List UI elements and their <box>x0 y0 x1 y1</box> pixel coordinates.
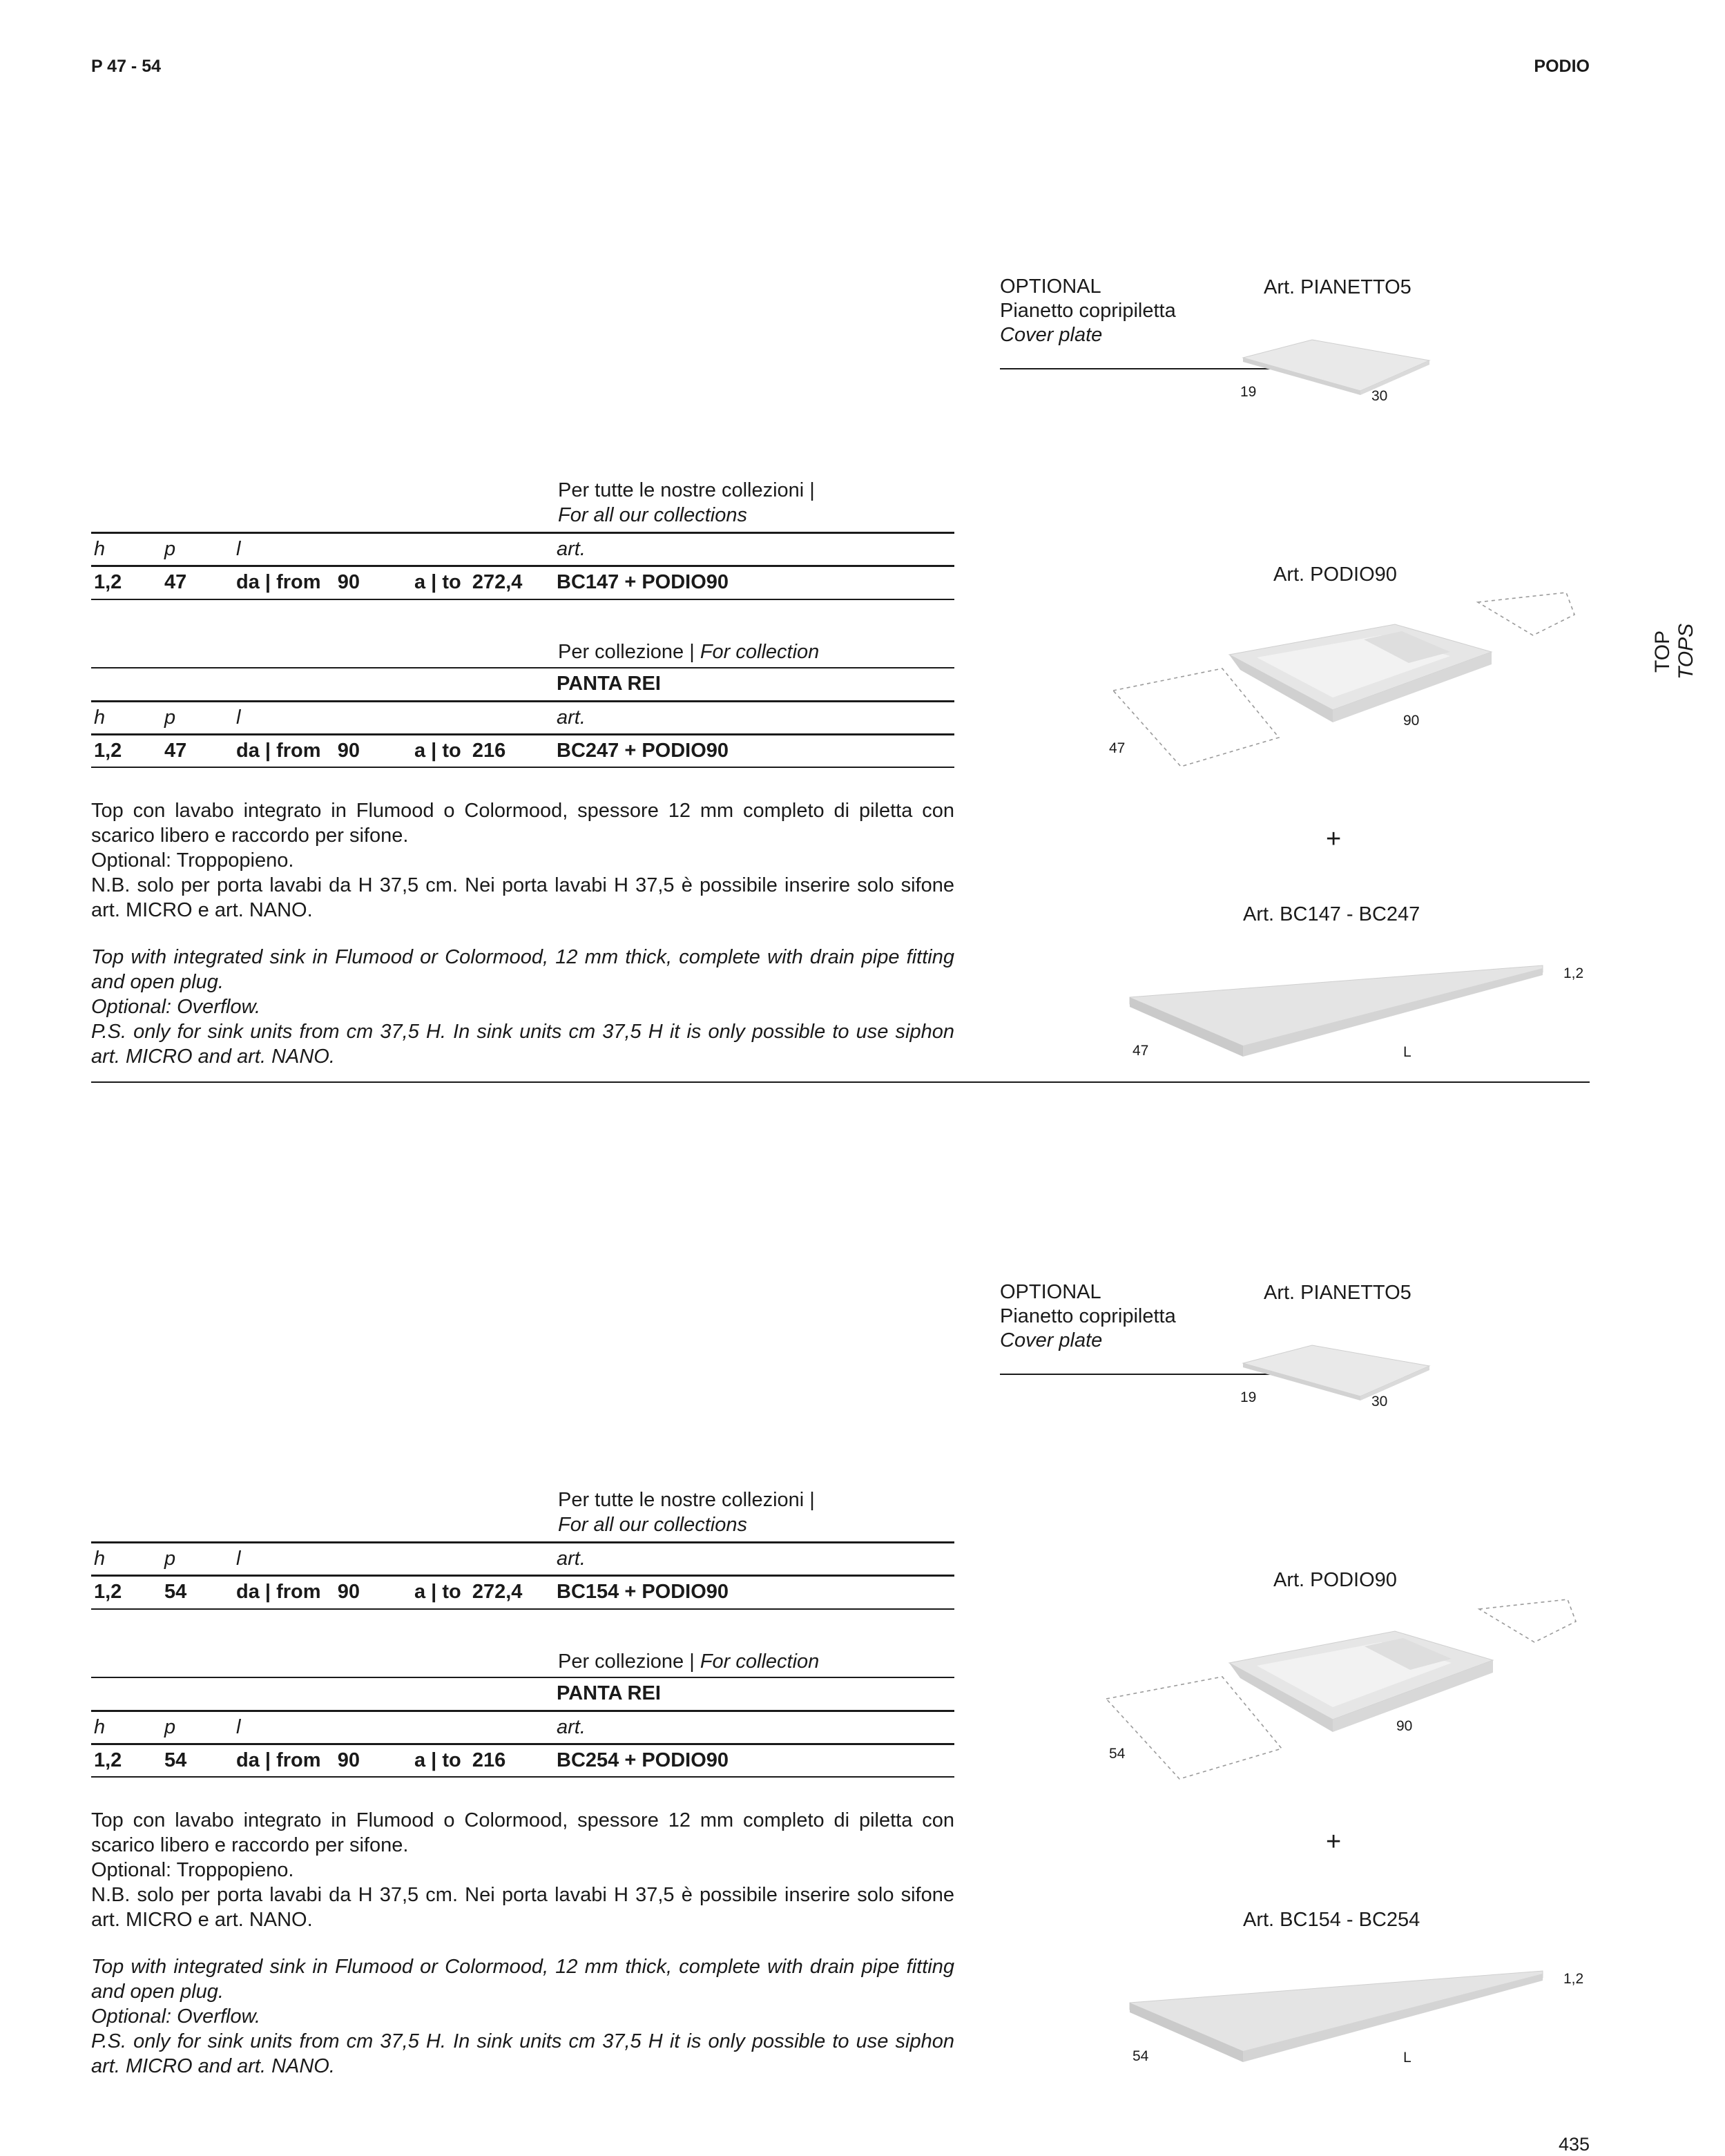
description-en <box>91 1954 954 2079</box>
col-l: l <box>233 1711 412 1744</box>
col-h: h <box>91 1711 162 1744</box>
description-it-3: N.B. solo per porta lavabi da H 37,5 cm. Nei porta lavabi H 37,5 è possibile inserire solo sifone art. MICRO e art. NANO. <box>91 1884 954 1931</box>
cell-to-value: 216 <box>472 1749 506 1771</box>
description-it-1: Top con lavabo integrato in Flumood o Colormood, spessore 12 mm completo di piletta con scarico libero e raccordo per sifone. <box>91 1809 954 1856</box>
col-h: h <box>91 533 162 566</box>
podio-dim-depth: 54 <box>1109 1746 1126 1762</box>
podio-dim-width: 90 <box>1396 1718 1413 1734</box>
top-dim-length: L <box>1403 1044 1411 1060</box>
cover-plate-dim-a: 19 <box>1240 384 1257 400</box>
description-en-2: Optional: Overflow. <box>91 996 260 1018</box>
cell-to <box>412 1576 554 1609</box>
cell-to-value: 272,4 <box>472 571 523 594</box>
plus-sign: + <box>1326 825 1342 854</box>
collection-intro <box>558 639 819 664</box>
collection-name: PANTA REI <box>554 1677 954 1711</box>
cell-h: 1,2 <box>91 734 162 767</box>
cell-from <box>233 1744 412 1777</box>
cover-plate-dim-b: 30 <box>1371 388 1388 404</box>
page-range: P 47 - 54 <box>91 57 162 76</box>
table-row <box>91 734 954 767</box>
collection-name-row <box>91 1677 954 1711</box>
cell-h: 1,2 <box>91 1744 162 1777</box>
table-header-row <box>91 701 954 734</box>
cell-to-value: 216 <box>472 739 506 762</box>
table-row <box>91 1744 954 1777</box>
collection-intro <box>558 1649 819 1674</box>
section-title: PODIO <box>1534 57 1590 76</box>
description-en-1: Top with integrated sink in Flumood or Colormood, 12 mm thick, complete with drain pipe fitting and open plug. <box>91 946 954 993</box>
cell-to-label: a | to <box>414 571 461 594</box>
col-p: p <box>162 533 233 566</box>
table-row <box>91 566 954 599</box>
cell-from-label: da | from <box>236 1749 321 1771</box>
col-p: p <box>162 1543 233 1576</box>
col-art: art. <box>554 533 954 566</box>
description-it-2: Optional: Troppopieno. <box>91 849 294 872</box>
description-it-1: Top con lavabo integrato in Flumood o Colormood, spessore 12 mm completo di piletta con scarico libero e raccordo per sifone. <box>91 800 954 847</box>
cell-to-value: 272,4 <box>472 1581 523 1604</box>
cell-to-label: a | to <box>414 1581 461 1604</box>
top-dim-depth: 47 <box>1133 1043 1149 1059</box>
product-section-2 <box>0 1005 1725 2077</box>
cell-art: BC154 + PODIO90 <box>554 1576 954 1609</box>
cell-p: 47 <box>162 566 233 599</box>
cell-p: 54 <box>162 1744 233 1777</box>
spec-table-collection <box>91 667 954 768</box>
collection-intro-en: For collection <box>700 641 820 663</box>
cell-from <box>233 566 412 599</box>
podio-dim-depth: 47 <box>1109 740 1126 756</box>
col-l: l <box>233 533 412 566</box>
description-it-2: Optional: Troppopieno. <box>91 1859 294 1881</box>
description-en-2: Optional: Overflow. <box>91 2005 260 2028</box>
top-dim-depth: 54 <box>1133 2048 1149 2064</box>
cell-art: BC247 + PODIO90 <box>554 734 954 767</box>
side-tab-en: TOPS <box>1675 623 1697 680</box>
col-l-to <box>412 533 554 566</box>
col-l: l <box>233 701 412 734</box>
cell-from-value: 90 <box>337 571 360 594</box>
top-drawing <box>1119 1958 1547 2069</box>
optional-name-it: Pianetto copripiletta <box>1000 300 1176 322</box>
collection-intro-en: For collection <box>700 1650 820 1673</box>
optional-title: OPTIONAL <box>1000 276 1101 298</box>
cell-from <box>233 1576 412 1609</box>
col-h: h <box>91 701 162 734</box>
cell-to-label: a | to <box>414 1749 461 1771</box>
col-art: art. <box>554 1543 954 1576</box>
col-art: art. <box>554 701 954 734</box>
podio-dim-width: 90 <box>1403 713 1420 729</box>
optional-title: OPTIONAL <box>1000 1281 1101 1303</box>
cell-to <box>412 1744 554 1777</box>
podio-article: Art. PODIO90 <box>1273 1569 1397 1591</box>
spec-table-all-collections <box>91 532 954 600</box>
cover-plate-drawing <box>994 1337 1436 1420</box>
collection-intro-it: Per collezione | <box>558 641 695 663</box>
all-collections-intro-it: Per tutte le nostre collezioni | <box>558 479 815 501</box>
all-collections-intro <box>558 1488 815 1537</box>
cell-to <box>412 734 554 767</box>
col-l: l <box>233 1543 412 1576</box>
cell-from-value: 90 <box>337 1581 360 1604</box>
col-h: h <box>91 1543 162 1576</box>
top-article: Art. BC154 - BC254 <box>1243 1909 1420 1931</box>
col-p: p <box>162 701 233 734</box>
cell-h: 1,2 <box>91 1576 162 1609</box>
table-header-row <box>91 533 954 566</box>
cell-h: 1,2 <box>91 566 162 599</box>
podio-drawing <box>1105 580 1588 780</box>
side-tab-it: TOP <box>1651 630 1674 673</box>
cell-from-label: da | from <box>236 1581 321 1604</box>
optional-name-en: Cover plate <box>1000 324 1103 346</box>
all-collections-intro <box>558 478 815 528</box>
description-en-3: P.S. only for sink units from cm 37,5 H. In sink units cm 37,5 H it is only possible to use siphon art. MICRO and art. NANO. <box>91 2030 954 2077</box>
product-section-1 <box>0 0 1725 1068</box>
optional-article: Art. PIANETTO5 <box>1264 1282 1411 1304</box>
spec-table-all-collections <box>91 1541 954 1610</box>
top-dim-thickness: 1,2 <box>1563 965 1584 981</box>
cell-from-label: da | from <box>236 571 321 594</box>
collection-name-row <box>91 668 954 701</box>
all-collections-intro-it: Per tutte le nostre collezioni | <box>558 1489 815 1511</box>
cover-plate-drawing <box>994 331 1436 414</box>
cell-p: 54 <box>162 1576 233 1609</box>
description-en-3: P.S. only for sink units from cm 37,5 H. In sink units cm 37,5 H it is only possible to use siphon art. MICRO and art. NANO. <box>91 1021 954 1068</box>
page-number: 435 <box>1558 2134 1590 2155</box>
cell-from-value: 90 <box>337 1749 360 1771</box>
cover-plate-dim-a: 19 <box>1240 1389 1257 1405</box>
table-header-row <box>91 1711 954 1744</box>
collection-name: PANTA REI <box>554 668 954 701</box>
cover-plate-dim-b: 30 <box>1371 1394 1388 1409</box>
table-row <box>91 1576 954 1609</box>
all-collections-intro-en: For all our collections <box>558 1514 747 1536</box>
cell-art: BC147 + PODIO90 <box>554 566 954 599</box>
col-l-to <box>412 1711 554 1744</box>
description <box>91 1808 954 2079</box>
top-dim-length: L <box>1403 2050 1411 2066</box>
optional-name-en: Cover plate <box>1000 1329 1103 1351</box>
description-en-1: Top with integrated sink in Flumood or Colormood, 12 mm thick, complete with drain pipe fitting and open plug. <box>91 1956 954 2003</box>
optional-article: Art. PIANETTO5 <box>1264 276 1411 298</box>
cell-from <box>233 734 412 767</box>
cell-from-label: da | from <box>236 739 321 762</box>
top-article: Art. BC147 - BC247 <box>1243 903 1420 925</box>
col-l-to <box>412 701 554 734</box>
cell-to-label: a | to <box>414 739 461 762</box>
col-art: art. <box>554 1711 954 1744</box>
col-p: p <box>162 1711 233 1744</box>
collection-intro-it: Per collezione | <box>558 1650 695 1673</box>
podio-drawing <box>1098 1586 1588 1793</box>
cell-art: BC254 + PODIO90 <box>554 1744 954 1777</box>
description-it-3: N.B. solo per porta lavabi da H 37,5 cm. Nei porta lavabi H 37,5 è possibile inserire solo sifone art. MICRO e art. NANO. <box>91 874 954 921</box>
top-dim-thickness: 1,2 <box>1563 1971 1584 1987</box>
cell-p: 47 <box>162 734 233 767</box>
podio-article: Art. PODIO90 <box>1273 564 1397 586</box>
plus-sign: + <box>1326 1827 1342 1856</box>
all-collections-intro-en: For all our collections <box>558 504 747 526</box>
optional-name-it: Pianetto copripiletta <box>1000 1305 1176 1327</box>
cell-to <box>412 566 554 599</box>
table-header-row <box>91 1543 954 1576</box>
col-l-to <box>412 1543 554 1576</box>
spec-table-collection <box>91 1677 954 1778</box>
cell-from-value: 90 <box>337 739 360 762</box>
